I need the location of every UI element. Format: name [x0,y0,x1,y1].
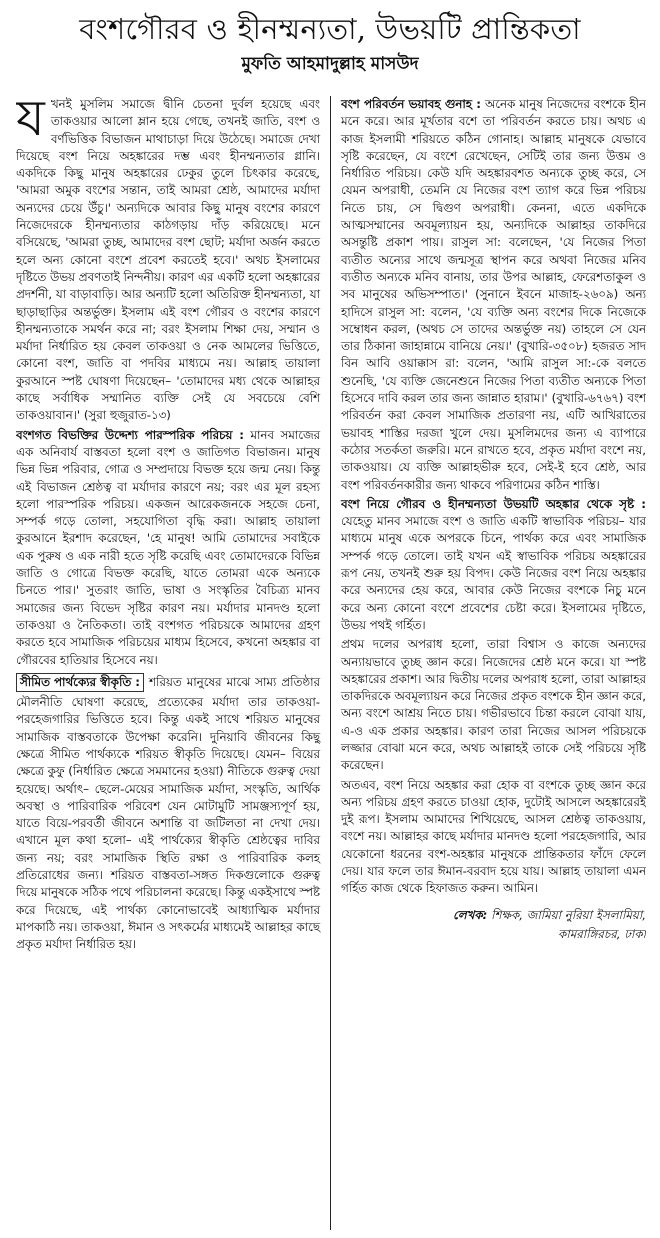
left-column [16,96,331,1230]
section-paragraph [16,427,320,669]
section-paragraph [341,96,646,494]
section-paragraph [341,636,646,774]
article-headline: বংশগৌরব ও হীনম্মন্যতা, উভয়টি প্রান্তিকতা [79,12,581,46]
paragraph-text: শরিয়ত মানুষের মাঝে সাম্য প্রতিষ্ঠার মৌলনীতি ঘোষণা করেছে, প্রত্যেকের মর্যাদা তার তাকওয়া-পরহেজগারির ভিত্তিতে হবে। কিন্তু একই সাথে শরিয়ত মানুষের সামাজিক বাস্তবতাকে উপেক্ষা করেনি। দুনিয়াবি জীবনের কিছু ক্ষেত্রে সীমিত পার্থক্যকে শরিয়ত স্বীকৃতি দিয়েছে। যেমন– বিয়ের ক্ষেত্রে কুফু (নির্ধারিত ক্ষেত্রে সমমানের হওয়া) নীতিকে গুরুত্ব দেয়া হয়েছে। অর্থাৎ– ছেলে-মেয়ের সামাজিক মর্যাদা, সংস্কৃতি, আর্থিক অবস্থা ও পারিবারিক পরিবেশ যেন মোটামুটি সামঞ্জস্যপূর্ণ হয়, যাতে বিয়ে-পরবর্তী জীবনে অশান্তি বা জটিলতা না দেখা দেয়। এখানে মূল কথা হলো– এই পার্থক্যের স্বীকৃতি শ্রেষ্ঠত্বের দাবির জন্য নয়; বরং সামাজিক স্থিতি রক্ষা ও পারিবারিক কলহ প্রতিরোধের জন্য। শরিয়ত বাস্তবতা-সঙ্গত দিকগুলোকে গুরুত্ব দিয়ে মানুষকে সঠিক পথে পরিচালনা করেছে। কিন্তু একইসাথে স্পষ্ট করে দিয়েছে, এই পার্থক্য কোনোভাবেই আধ্যাত্মিক মর্যাদার মাপকাঠি নয়। তাকওয়া, ঈমান ও সৎকর্মের মাধ্যমেই আল্লাহর কাছে প্রকৃত মর্যাদা নির্ধারিত হয়। [16,674,320,952]
subheading-purpose: বংশগত বিভক্তির উদ্দেশ্য পারস্পরিক পরিচয় : [16,427,244,442]
paragraph-text: প্রথম দলের অপরাধ হলো, তারা বিশ্বাস ও কাজে অন্যদের অন্যায়ভাবে তুচ্ছ জ্ঞান করে। নিজেদের শ্রেষ্ঠ মনে করে। যা স্পষ্ট অহঙ্কারের প্রকাশ। আর দ্বিতীয় দলের অপরাধ হলো, তারা আল্লাহর তাকদিরকে অবমূল্যায়ন করে নিজের প্রকৃত বংশকে হীন জ্ঞান করে, অন্য বংশে আশ্রয় নিতে চায়। গভীরভাবে চিন্তা করলে বোঝা যায়, এ-ও এক প্রকার অহঙ্কার। কারণ তারা নিজের আসল পরিচয়কে লজ্জার বোঝা মনে করে, অথচ আল্লাহই তাকে সেই পরিচয়ে সৃষ্টি করেছেন। [341,637,646,773]
section-paragraph [341,777,646,898]
paragraph-text: মানব সমাজের এক অনিবার্য বাস্তবতা হলো বংশ ও জাতিগত বিভাজন। মানুষ ভিন্ন ভিন্ন পরিবার, গোত্র ও সম্প্রদায়ে বিভক্ত হয়ে জন্ম নেয়। কিন্তু এই বিভাজন শ্রেষ্ঠত্ব বা মর্যাদার কারণে নয়; বরং এর মূল রহস্য হলো পারস্পরিক পরিচয়। একজন আরেকজনকে সহজে চেনা, সম্পর্ক গড়ে তোলা, সহযোগিতা বৃদ্ধি করা। আল্লাহ তায়ালা কুরআনে ইরশাদ করেছেন, 'হে মানুষ! আমি তোমাদের সবাইকে এক পুরুষ ও এক নারী হতে সৃষ্টি করেছি এবং তোমাদেরকে বিভিন্ন জাতি ও গোত্রে বিভক্ত করেছি, যাতে তোমরা একে অন্যকে চিনতে পার।' সুতরাং জাতি, ভাষা ও সংস্কৃতির বৈচিত্র্য মানব সমাজের জন্য বিভেদ সৃষ্টির কারণ নয়। মর্যাদার মানদণ্ড হলো তাকওয়া ও নৈতিকতা। তাই বংশগত পরিচয়কে আমাদের গ্রহণ করতে হবে সামাজিক পরিচয়ের মাধ্যম হিসেবে, কখনো অহঙ্কার বা গৌরবের হাতিয়ার হিসেবে নয়। [16,427,320,667]
paragraph-text: অনেক মানুষ নিজেদের বংশকে হীন মনে করে। আর মূর্খতার বশে তা পরিবর্তন করতে চায়। অথচ এ কাজ ইসলামী শরিয়তে কঠিন গোনাহ। আল্লাহ মানুষকে যেভাবে সৃষ্টি করেছেন, যে বংশে রেখেছেন, সেটিই তার জন্য উত্তম ও নির্ধারিত পরিচয়। কেউ যদি অহঙ্কারবশত অন্যকে তুচ্ছ করে, সে যেমন অপরাধী, তেমনি যে নিজের বংশ ত্যাগ করে ভিন্ন পরিচয় নিতে চায়, সে দ্বিগুণ অপরাধী। কেননা, এতে একদিকে আত্মসম্মানের অবমূল্যায়ন হয়, অন্যদিকে আল্লাহর তাকদিরে অসন্তুষ্টি প্রকাশ পায়। রাসুল সা: বলেছেন, 'যে নিজের পিতা ব্যতীত অন্যের সাথে জন্মসূত্র স্থাপন করে অথবা নিজের মনিব ব্যতীত অন্যকে মনিব বানায়, তার উপর আল্লাহ, ফেরেশতাকুল ও সব মানুষের অভিসম্পাত।' (সুনানে ইবনে মাজাহ-২৬০৯) অন্য হাদিসে রাসুল সা: বলেন, 'যে ব্যক্তি অন্য বংশের দিকে নিজেকে সম্বোধন করল, (অথচ সে তাদের অন্তর্ভুক্ত নয়) তাহলে সে যেন তার ঠিকানা জাহান্নামে বানিয়ে নেয়।' (বুখারি-৩৫০৮) হজরত সাদ বিন আবি ওয়াক্কাস রা: বলেন, 'আমি রাসুল সা:-কে বলতে শুনেছি, 'যে ব্যক্তি জেনেশুনে নিজের পিতা ব্যতীত অন্যকে পিতা হিসেবে দাবি করল তার জন্য জান্নাত হারাম।' (বুখারি-৬৭৬৭) বংশ পরিবর্তন করা কেবল সামাজিক প্রতারণা নয়, এটি আখিরাতের ভয়াবহ শাস্তির দরজা খুলে দেয়। মুসলিমদের জন্য এ ব্যাপারে কঠোর সতর্কতা জরুরি। মনে রাখতে হবে, প্রকৃত মর্যাদা বংশে নয়, তাকওয়ায়। যে ব্যক্তি আল্লাহভীরু হবে, সেই-ই হবে শ্রেষ্ঠ, আর বংশ পরিবর্তনকারীর জন্য থাকবে পরিণামের কঠিন শাস্তি। [341,97,646,492]
section-paragraph [341,496,646,634]
paragraph-text: অতএব, বংশ নিয়ে অহঙ্কার করা হোক বা বংশকে তুচ্ছ জ্ঞান করে অন্য পরিচয় গ্রহণ করতে চাওয়া হোক, দুটোই আসলে অহঙ্কারেরই দুই রূপ। ইসলাম আমাদের শিখিয়েছে, আসল শ্রেষ্ঠত্ব তাকওয়ায়, বংশে নয়। আল্লাহর কাছে মর্যাদার মানদণ্ড হলো পরহেজগারি, আর যেকোনো ধরনের বংশ-অহঙ্কার মানুষকে প্রান্তিকতার ফাঁদে ফেলে দেয়। যার ফলে তার ঈমান-বরবাদ হয়ে যায়। আল্লাহ তায়ালা এমন গর্হিত কাজ থেকে হিফাজত করুন। আমিন। [341,777,646,896]
subheading-limited-difference: সীমিত পার্থক্যের স্বীকৃতি : [16,673,144,692]
article-body [16,96,646,1230]
article-byline: মুফতি আহমাদুল্লাহ মাসউদ [241,54,419,74]
author-credit [341,906,646,944]
paragraph-text: যেহেতু মানব সমাজে বংশ ও জাতি একটি স্বাভাবিক পরিচয়– যার মাধ্যমে মানুষ একে অপরকে চিনে, পার্থক্য করে এবং সামাজিক সম্পর্ক গড়ে তোলে। তাই যখন এই স্বাভাবিক পরিচয় অহঙ্কারের রূপ নেয়, তখনই শুরু হয় বিপদ। কেউ নিজের বংশ নিয়ে অহঙ্কার করে অন্যদের হেয় করে, আবার কেউ নিজের বংশকে নিচু মনে করে অন্য কোনো বংশে প্রবেশের চেষ্টা করে। ইসলামের দৃষ্টিতে, উভয় পথই গর্হিত। [341,514,646,632]
subheading-lineage-change: বংশ পরিবর্তন ভয়াবহ গুনাহ : [341,97,482,111]
intro-paragraph [16,96,320,425]
author-info: শিক্ষক, জামিয়া নুরিয়া ইসলামিয়া, [491,907,646,922]
right-column [331,96,646,1230]
intro-text: খনই মুসলিম সমাজে দ্বীনি চেতনা দুর্বল হয়েছে এবং তাকওয়ার আলো ম্লান হয়ে গেছে, তখনই জাতি, বংশ ও বর্ণভিত্তিক বিভাজন মাথাচাড়া দিয়ে উঠেছে। সমাজে দেখা দিয়েছে বংশ নিয়ে অহঙ্কারের দম্ভ এবং হীনম্মন্যতার গ্লানি। একদিকে কিছু মানুষ অহঙ্কারের ঢেকুর তুলে চিৎকার করেছে, 'আমরা অমুক বংশের সন্তান, তাই আমরা শ্রেষ্ঠ, আমাদের মর্যাদা অন্যদের চেয়ে উঁচু।' অন্যদিকে আবার কিছু মানুষ বংশের কারণে নিজেদেরকে হীনম্মন্যতার কাঠগড়ায় দাঁড় করিয়েছে। মনে বসিয়েছে, 'আমরা তুচ্ছ, আমাদের বংশ ছোট; মর্যাদা অর্জন করতে হলে অন্য কোনো বংশে প্রবেশ করতেই হবে।' অথচ ইসলামের দৃষ্টিতে উভয় প্রবণতাই নিন্দনীয়। কারণ এর একটি হলো অহঙ্কারের প্রদর্শনী, যা বাড়াবাড়ি। আর অন্যটি হলো অতিরিক্ত হীনম্মন্যতা, যা ছাড়াছাড়ির অন্তর্ভুক্ত। ইসলাম এই বংশ গৌরব ও বংশের কারণে হীনম্মন্যতাকে সমর্থন করে না; বরং ইসলাম শিক্ষা দেয়, সম্মান ও মর্যাদা নির্ধারিত হয় কেবল তাকওয়া ও নেক আমলের ভিত্তিতে, কোনো বংশ, জাতি বা পদবির মাধ্যমে নয়। আল্লাহ তায়ালা কুরআনে স্পষ্ট ঘোষণা দিয়েছেন– 'তোমাদের মধ্য থেকে আল্লাহর কাছে সর্বাধিক সম্মানিত ব্যক্তি সেই যে সবচেয়ে বেশি তাকওয়াবান।' (সুরা হুজুরাত-১৩) [16,97,320,423]
section-paragraph [16,671,320,954]
drop-cap: য [16,96,45,147]
author-label: লেখক: [453,907,488,922]
author-place: কামরাঙ্গিরচর, ঢাকা [558,926,646,941]
subheading-pride-arrogance: বংশ নিয়ে গৌরব ও হীনম্মন্যতা উভয়টি অহঙ্কার থেকে সৃষ্ট : [341,496,646,511]
